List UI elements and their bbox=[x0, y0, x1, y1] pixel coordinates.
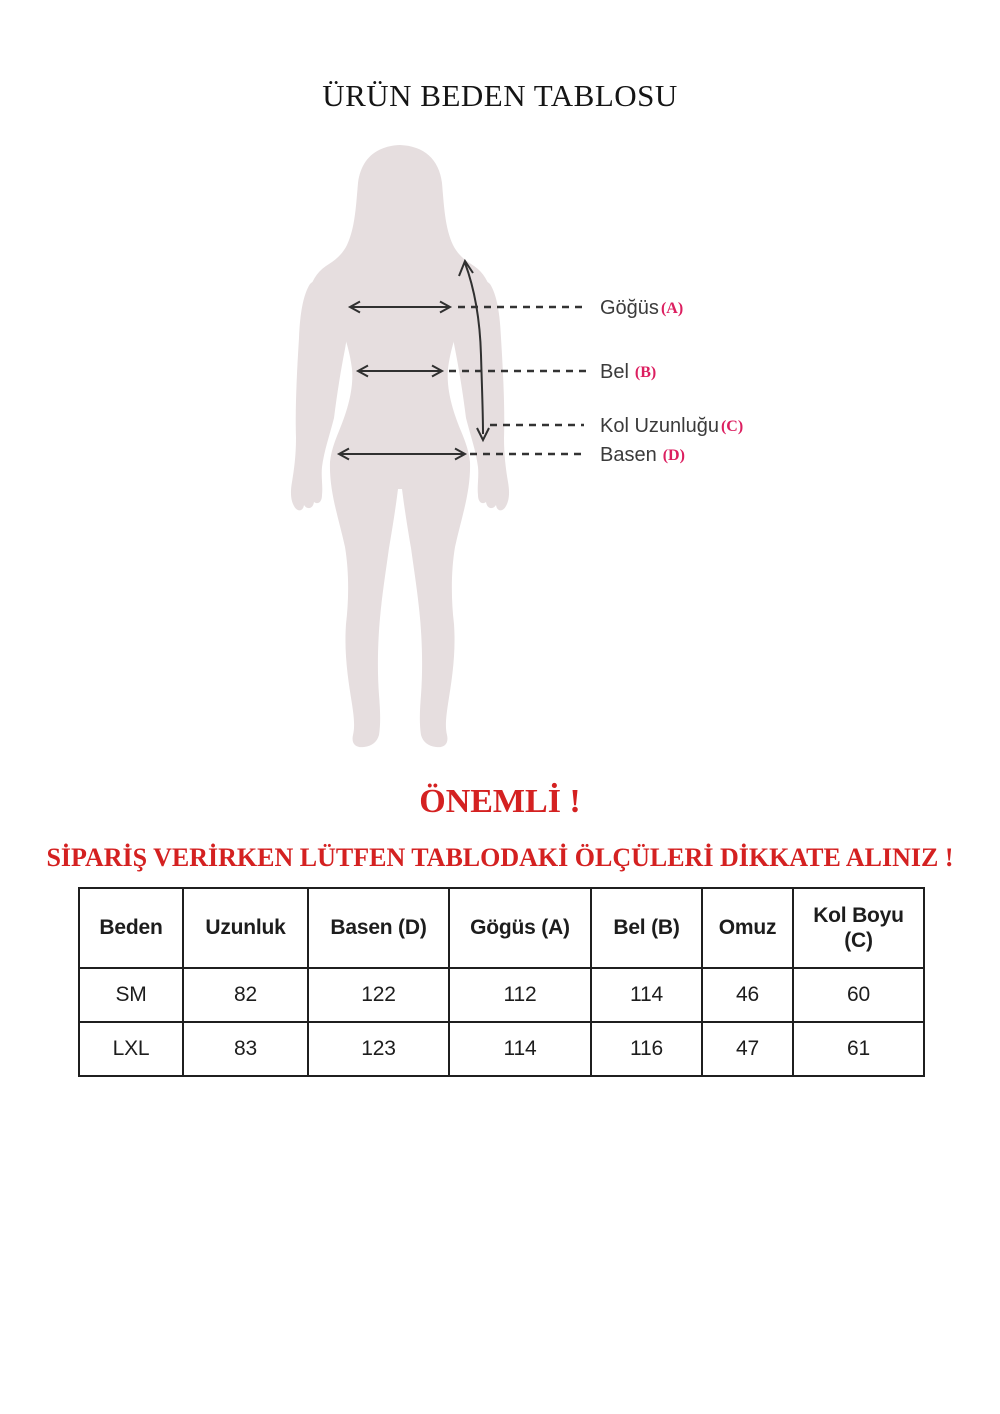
waist-label: Bel (B) bbox=[600, 361, 657, 383]
size-row-lxl bbox=[79, 1022, 924, 1076]
size-table-header-row bbox=[79, 888, 924, 968]
size-row-sm bbox=[79, 968, 924, 1022]
col-header-gogus: Gögüs (A) bbox=[449, 888, 591, 968]
col-header-beden: Beden bbox=[79, 888, 183, 968]
cell-omuz: 46 bbox=[702, 968, 793, 1022]
cell-size: SM bbox=[79, 968, 183, 1022]
cell-kol-boyu: 60 bbox=[793, 968, 924, 1022]
col-header-bel: Bel (B) bbox=[591, 888, 702, 968]
cell-kol-boyu: 61 bbox=[793, 1022, 924, 1076]
cell-gogus: 112 bbox=[449, 968, 591, 1022]
col-header-basen: Basen (D) bbox=[308, 888, 449, 968]
size-table-container bbox=[78, 887, 925, 1077]
chest-label: Göğüs (A) bbox=[600, 297, 684, 319]
warning-text: SİPARİŞ VERİRKEN LÜTFEN TABLODAKİ ÖLÇÜLERİ DİKKATE ALINIZ ! bbox=[46, 843, 954, 872]
page-title: ÜRÜN BEDEN TABLOSU bbox=[322, 78, 678, 113]
waist-key-letter: (B) bbox=[634, 364, 657, 381]
body-silhouette-figure bbox=[291, 145, 509, 747]
hip-label: Basen (D) bbox=[600, 444, 685, 466]
cell-omuz: 47 bbox=[702, 1022, 793, 1076]
important-heading: ÖNEMLİ ! bbox=[419, 783, 581, 820]
hip-key-letter: (D) bbox=[662, 447, 685, 464]
cell-uzunluk: 82 bbox=[183, 968, 308, 1022]
cell-bel: 114 bbox=[591, 968, 702, 1022]
arm-label: Kol Uzunluğu (C) bbox=[600, 415, 744, 437]
chest-key-letter: (A) bbox=[660, 300, 684, 317]
size-table bbox=[78, 887, 925, 1077]
col-header-uzunluk: Uzunluk bbox=[183, 888, 308, 968]
cell-basen: 122 bbox=[308, 968, 449, 1022]
col-header-kol-boyu: Kol Boyu (C) bbox=[793, 888, 924, 968]
arm-key-letter: (C) bbox=[720, 418, 744, 435]
cell-uzunluk: 83 bbox=[183, 1022, 308, 1076]
body-silhouette bbox=[310, 145, 490, 747]
cell-bel: 116 bbox=[591, 1022, 702, 1076]
col-header-omuz: Omuz bbox=[702, 888, 793, 968]
cell-gogus: 114 bbox=[449, 1022, 591, 1076]
cell-size: LXL bbox=[79, 1022, 183, 1076]
cell-basen: 123 bbox=[308, 1022, 449, 1076]
